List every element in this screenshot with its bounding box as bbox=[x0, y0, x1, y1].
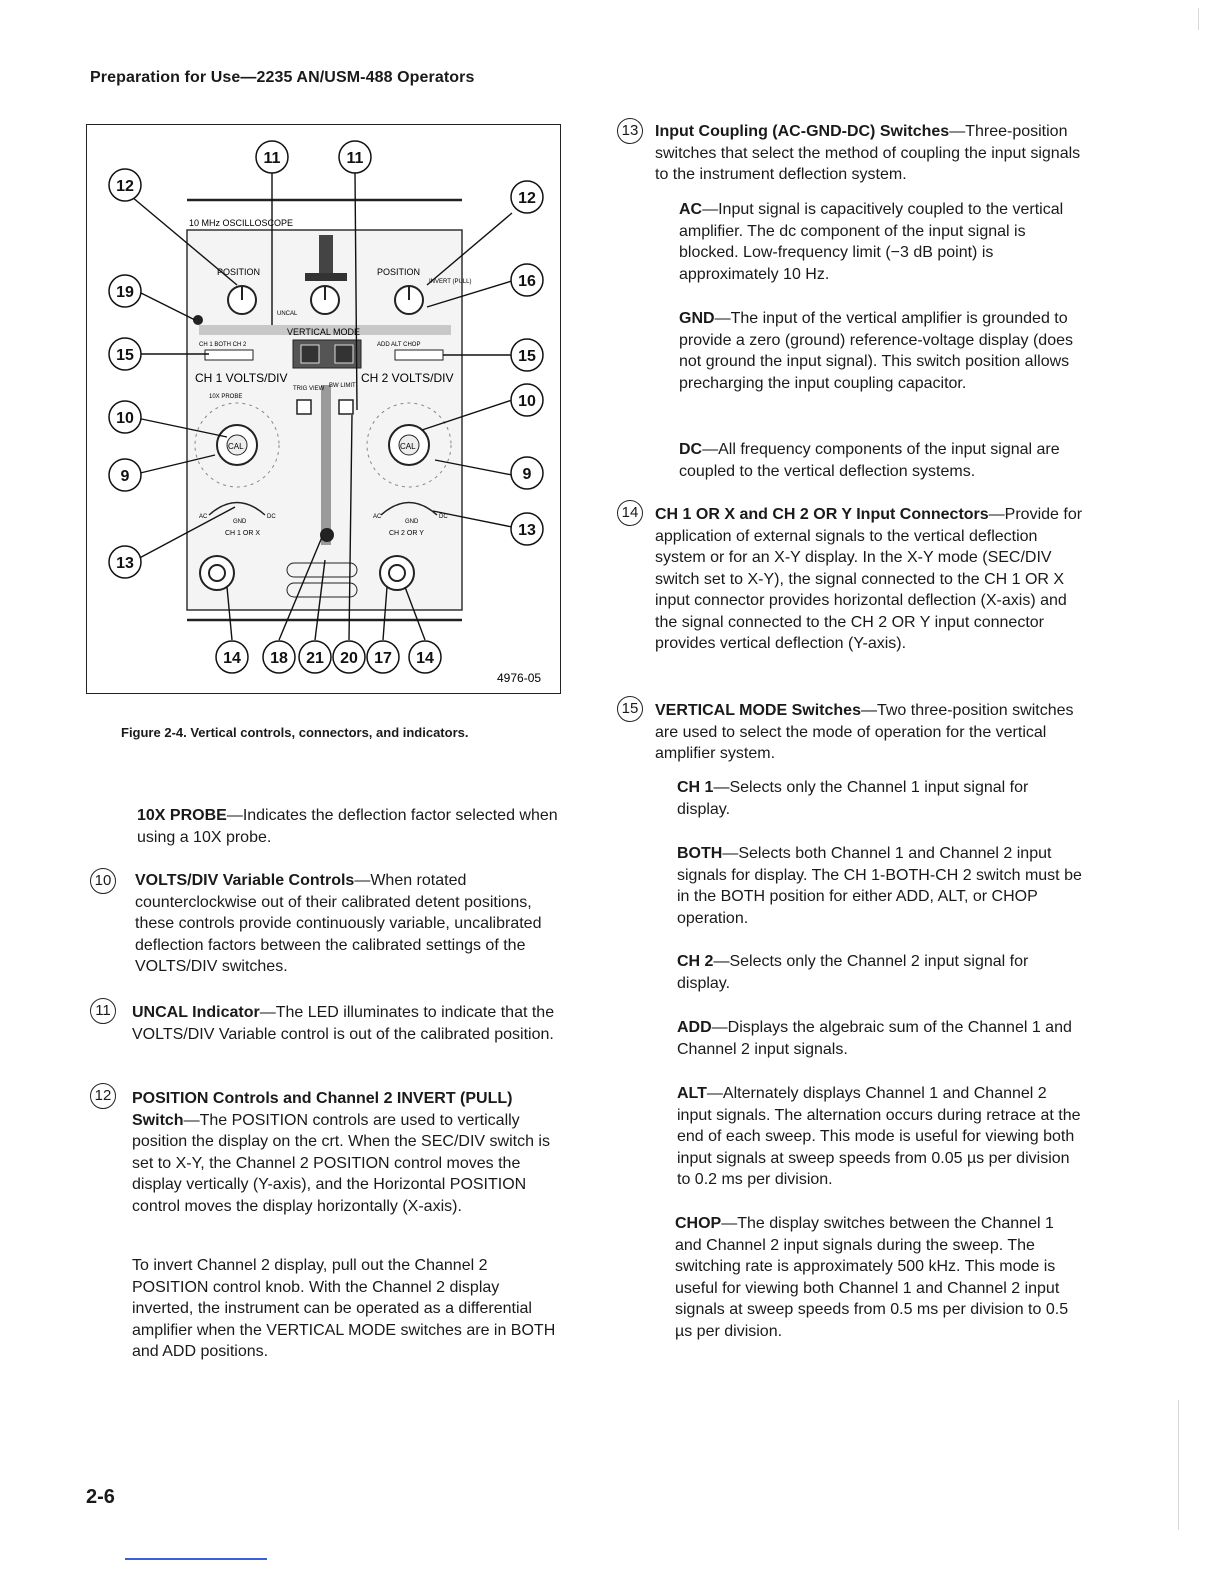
scan-edge-mark bbox=[1198, 8, 1199, 30]
dc-paragraph bbox=[679, 439, 1084, 482]
ch1-volts-label: CH 1 VOLTS/DIV bbox=[195, 371, 288, 385]
figure-id-number: 4976-05 bbox=[497, 671, 542, 685]
callout-right-6: 13 bbox=[518, 522, 536, 539]
ch2-paragraph bbox=[677, 951, 1083, 994]
chop-text: —The display switches between the Channel 1 and Channel 2 input signals during the sweep. The switching rate is approximately 500 kHz. This mode is useful for viewing both Channel 1 and Channel 2 input signals at sweep speeds from 0.5 ms per division to 0.5 µs per division. bbox=[675, 1215, 1069, 1340]
position-right-label: POSITION bbox=[377, 267, 421, 277]
ac-term: AC bbox=[679, 201, 703, 218]
callout-right-5: 9 bbox=[522, 466, 532, 483]
callout-left-2: 19 bbox=[116, 284, 134, 301]
item-12-para2-text: To invert Channel 2 display, pull out the Channel 2 POSITION control knob. With the Channel 2 display inverted, the instrument can be operated as a differential amplifier when the VERTICAL MODE switches are in BOTH and ADD positions. bbox=[132, 1257, 556, 1360]
callout-left-3: 15 bbox=[116, 347, 134, 364]
callout-left-5: 9 bbox=[120, 468, 130, 485]
item-15-body bbox=[655, 700, 1083, 765]
callout-right-1: 12 bbox=[518, 190, 536, 207]
ch1-cal-label: CAL bbox=[228, 442, 244, 451]
panel-title: 10 MHz OSCILLOSCOPE bbox=[189, 218, 294, 228]
callout-left-4: 10 bbox=[116, 410, 134, 427]
ch2-dc-label: DC bbox=[439, 514, 448, 520]
ch1-term: CH 1 bbox=[677, 779, 714, 796]
item-11-number: 11 bbox=[90, 998, 116, 1024]
callout-bottom-3: 21 bbox=[306, 650, 324, 667]
gnd-text: —The input of the vertical amplifier is grounded to provide a zero (ground) reference-voltage display (does not ground the input signal). This switch position allows precharging the input coupling capacitor. bbox=[679, 310, 1073, 392]
item-12-term: POSITION Controls and Channel 2 INVERT (PULL) Switch bbox=[132, 1090, 513, 1129]
callout-top-1: 11 bbox=[263, 150, 281, 167]
dc-term: DC bbox=[679, 441, 703, 458]
item-15-number: 15 bbox=[617, 696, 643, 722]
item-14-number: 14 bbox=[617, 500, 643, 526]
item-12-text: —The POSITION controls are used to vertically position the display on the crt. When the SEC/DIV switch is set to X-Y, the Channel 2 POSITION control moves the display vertically (Y-axis), and the Horizontal POSITION control moves the display horizontally (X-axis). bbox=[132, 1111, 550, 1215]
item-15-text: —Two three-position switches are used to select the mode of operation for the vertical amplifier system. bbox=[655, 702, 1074, 762]
page-number: 2-6 bbox=[86, 1486, 115, 1508]
ch2-text: —Selects only the Channel 2 input signal for display. bbox=[677, 953, 1029, 992]
ch1-modes-label: CH 1 BOTH CH 2 bbox=[199, 342, 247, 348]
both-paragraph bbox=[677, 843, 1083, 929]
item-13-text: —Three-position switches that select the method of coupling the input signals to the instrument deflection system. bbox=[655, 123, 1081, 183]
both-text: —Selects both Channel 1 and Channel 2 input signals for display. The CH 1-BOTH-CH 2 switch must be in the BOTH position for either ADD, ALT, or CHOP operation. bbox=[677, 845, 1082, 927]
gnd-paragraph bbox=[679, 308, 1084, 394]
callout-bottom-2: 18 bbox=[270, 650, 288, 667]
add-paragraph bbox=[677, 1017, 1083, 1060]
both-term: BOTH bbox=[677, 845, 723, 862]
callout-bottom-4: 20 bbox=[340, 650, 358, 667]
alt-term: ALT bbox=[677, 1085, 707, 1102]
bw-limit-label: BW LIMIT bbox=[329, 383, 356, 389]
ch1-x-label: CH 1 OR X bbox=[225, 530, 261, 537]
footer-rule bbox=[125, 1558, 267, 1560]
probe-term: 10X PROBE bbox=[137, 807, 227, 824]
item-12-body bbox=[132, 1088, 562, 1217]
callout-right-2: 16 bbox=[518, 273, 536, 290]
ac-text: —Input signal is capacitively coupled to the vertical amplifier. The dc component of the input signal is blocked. Low-frequency limit (−3 dB point) is approximately 10 Hz. bbox=[679, 201, 1064, 283]
invert-label: INVERT (PULL) bbox=[429, 279, 472, 285]
item-11-body bbox=[132, 1002, 562, 1045]
callout-left-1: 12 bbox=[116, 178, 134, 195]
ch1-ac-label: AC bbox=[199, 514, 208, 520]
probe-text: —Indicates the deflection factor selected when using a 10X probe. bbox=[137, 807, 558, 846]
ch1-dc-label: DC bbox=[267, 514, 276, 520]
trig-view-button bbox=[297, 400, 311, 414]
scan-edge-mark bbox=[1178, 1400, 1179, 1530]
alt-text: —Alternately displays Channel 1 and Channel 2 input signals. The alternation occurs during retrace at the end of each sweep. This mode is useful for viewing both input signals at sweep speeds from 0.05 µs per division to 0.2 ms per division. bbox=[677, 1085, 1081, 1188]
gnd-term: GND bbox=[679, 310, 715, 327]
chop-term: CHOP bbox=[675, 1215, 722, 1232]
probe-label-ch1: 10X PROBE bbox=[209, 394, 243, 400]
trig-view-label: TRIG VIEW bbox=[293, 386, 325, 392]
item-11-term: UNCAL Indicator bbox=[132, 1004, 260, 1021]
ch1-gnd-label: GND bbox=[233, 519, 247, 525]
ground-jack bbox=[320, 528, 334, 542]
vertical-mode-label: VERTICAL MODE bbox=[287, 327, 361, 337]
item-10-body bbox=[135, 870, 562, 978]
callout-bottom-5: 17 bbox=[374, 650, 392, 667]
dc-text: —All frequency components of the input signal are coupled to the vertical deflection systems. bbox=[679, 441, 1060, 480]
ch2-mode-switch bbox=[395, 350, 443, 360]
ch2-ac-label: AC bbox=[373, 514, 382, 520]
ch2-cal-label: CAL bbox=[400, 442, 416, 451]
figure-caption: Figure 2-4. Vertical controls, connectors, and indicators. bbox=[121, 725, 469, 740]
ch2-modes-label: ADD ALT CHOP bbox=[377, 342, 421, 348]
add-term: ADD bbox=[677, 1019, 712, 1036]
item-14-text: —Provide for application of external signals to the vertical deflection system or for an X-Y display. In the X-Y mode (SEC/DIV switch set to X-Y), the signal connected to the CH 1 OR X input connector provides horizontal deflection (X-axis) and the signal connected to the CH 2 OR Y input connector provides vertical deflection (Y-axis). bbox=[655, 506, 1083, 652]
callout-top-2: 11 bbox=[346, 150, 364, 167]
item-14-term: CH 1 OR X and CH 2 OR Y Input Connectors bbox=[655, 506, 989, 523]
probe-paragraph bbox=[137, 805, 562, 848]
uncal-label: UNCAL bbox=[277, 311, 298, 317]
alt-paragraph bbox=[677, 1083, 1083, 1191]
add-text: —Displays the algebraic sum of the Channel 1 and Channel 2 input signals. bbox=[677, 1019, 1072, 1058]
position-left-label: POSITION bbox=[217, 267, 261, 277]
item-11-text: —The LED illuminates to indicate that the VOLTS/DIV Variable control is out of the calibrated position. bbox=[132, 1004, 555, 1043]
chop-paragraph bbox=[675, 1213, 1083, 1342]
item-10-number: 10 bbox=[90, 868, 116, 894]
ch2-y-label: CH 2 OR Y bbox=[389, 530, 424, 537]
callout-right-4: 10 bbox=[518, 393, 536, 410]
item-13-body bbox=[655, 121, 1083, 186]
ac-paragraph bbox=[679, 199, 1084, 285]
callout-bottom-1: 14 bbox=[223, 650, 241, 667]
ch2-volts-label: CH 2 VOLTS/DIV bbox=[361, 371, 454, 385]
ch2-gnd-label: GND bbox=[405, 519, 419, 525]
figure-2-4 bbox=[86, 124, 561, 694]
item-10-term: VOLTS/DIV Variable Controls bbox=[135, 872, 355, 889]
callout-right-3: 15 bbox=[518, 348, 536, 365]
item-13-term: Input Coupling (AC-GND-DC) Switches bbox=[655, 123, 950, 140]
callout-bottom-6: 14 bbox=[416, 650, 434, 667]
ch1-text: —Selects only the Channel 1 input signal for display. bbox=[677, 779, 1029, 818]
item-15-term: VERTICAL MODE Switches bbox=[655, 702, 861, 719]
ch1-mode-switch bbox=[205, 350, 253, 360]
item-10-text: —When rotated counterclockwise out of their calibrated detent positions, these controls provide continuously variable, uncalibrated deflection factors between the calibrated settings of the VOLTS/DIV switches. bbox=[135, 872, 542, 975]
page-header: Preparation for Use—2235 AN/USM-488 Operators bbox=[90, 69, 475, 86]
item-12-number: 12 bbox=[90, 1083, 116, 1109]
ch2-term: CH 2 bbox=[677, 953, 714, 970]
item-13-number: 13 bbox=[617, 118, 643, 144]
callout-left-6: 13 bbox=[116, 555, 134, 572]
bw-limit-button bbox=[339, 400, 353, 414]
front-panel-diagram bbox=[87, 125, 562, 695]
item-14-body bbox=[655, 504, 1083, 655]
ch1-paragraph bbox=[677, 777, 1083, 820]
item-12-paragraph-2 bbox=[132, 1255, 562, 1363]
